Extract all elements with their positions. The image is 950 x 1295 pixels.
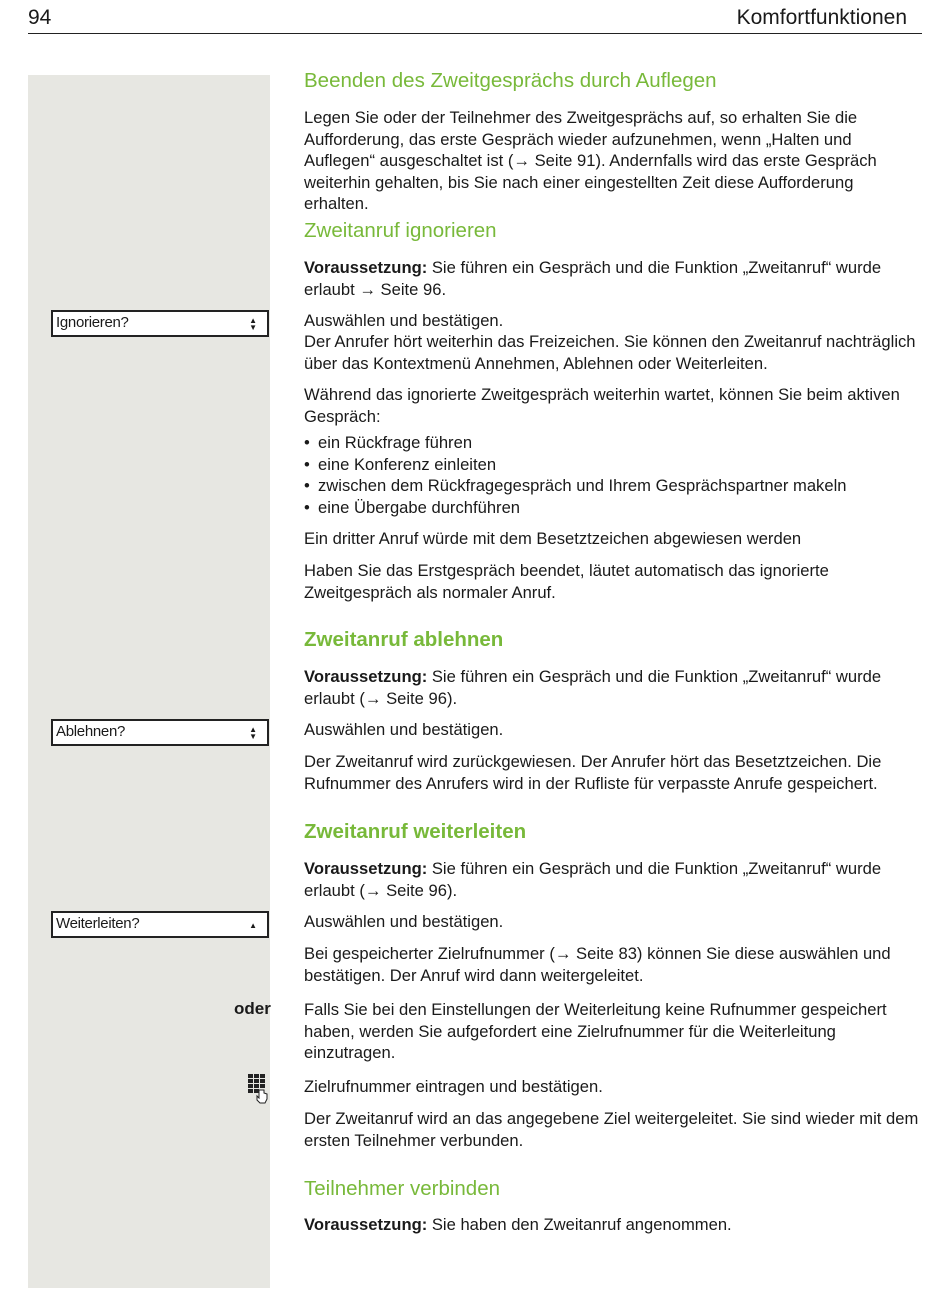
menu-item-weiterleiten[interactable] xyxy=(51,911,269,938)
requirement-weiterleiten xyxy=(304,858,920,901)
enter-number-text: Zielrufnummer eintragen und bestätigen. xyxy=(304,1077,603,1096)
list-item: • zwischen dem Rückfragegespräch und Ihrem Gesprächspartner makeln xyxy=(304,475,920,497)
running-title: Komfortfunktionen xyxy=(736,6,907,29)
requirement-ignorieren xyxy=(304,257,920,300)
third-call-text: Ein dritter Anruf würde mit dem Besetztzeichen abgewiesen werden xyxy=(304,529,802,548)
forwarded-text: Der Zweitanruf wird an das angegebene Ziel weitergeleitet. Sie sind wieder mit dem ersten Teilnehmer verbunden. xyxy=(304,1109,919,1150)
sidebar xyxy=(28,75,270,1288)
heading-beenden: Beenden des Zweitgesprächs durch Auflegen xyxy=(304,69,717,92)
requirement-verbinden xyxy=(304,1214,920,1236)
requirement-text: Sie haben den Zweitanruf angenommen. xyxy=(427,1215,732,1234)
heading-weiterleiten: Zweitanruf weiterleiten xyxy=(304,820,527,843)
up-down-arrows-icon: ▲ ▼ xyxy=(249,316,257,332)
oder-label: oder xyxy=(234,999,271,1018)
menu-item-label: Ablehnen? xyxy=(56,723,126,740)
heading-ablehnen: Zweitanruf ablehnen xyxy=(304,628,504,651)
select-confirm-text: Auswählen und bestätigen. xyxy=(304,912,504,931)
first-call-ended-text: Haben Sie das Erstgespräch beendet, läutet automatisch das ignorierte Zweitgespräch als normaler Anruf. xyxy=(304,561,829,602)
requirement-text: Sie führen ein Gespräch und die Funktion „Zweitanruf“ wurde erlaubt → Seite 96. xyxy=(304,258,882,299)
heading-ignorieren: Zweitanruf ignorieren xyxy=(304,219,497,242)
requirement-label: Voraussetzung: xyxy=(304,258,428,277)
page-number: 94 xyxy=(28,6,52,29)
select-confirm-text: Auswählen und bestätigen. xyxy=(304,720,504,739)
list-item: • ein Rückfrage führen xyxy=(304,432,920,454)
rejected-text: Der Zweitanruf wird zurückgewiesen. Der Anrufer hört das Besetztzeichen. Die Rufnummer des Anrufers wird in der Rufliste für verpasste Anrufe gespeichert. xyxy=(304,752,882,793)
menu-item-label: Weiterleiten? xyxy=(56,915,140,932)
up-down-arrows-icon: ▲ ▼ xyxy=(249,725,257,741)
up-arrow-icon: ▲ xyxy=(249,921,257,930)
requirement-label: Voraussetzung: xyxy=(304,1215,428,1234)
no-number-text: Falls Sie bei den Einstellungen der Weiterleitung keine Rufnummer gespeichert haben, werden Sie aufgefordert eine Zielrufnummer für die Weiterleitung einzutragen. xyxy=(304,1000,887,1062)
saved-target-text: Bei gespeicherter Zielrufnummer (→ Seite 83) können Sie diese auswählen und bestätigen. Der Anruf wird dann weitergeleitet. xyxy=(304,944,891,985)
keypad-hand-icon xyxy=(248,1074,270,1104)
requirement-ablehnen xyxy=(304,666,920,709)
list-item: • eine Konferenz einleiten xyxy=(304,454,920,476)
menu-item-ablehnen[interactable] xyxy=(51,719,269,746)
requirement-text: Sie führen ein Gespräch und die Funktion „Zweitanruf“ wurde erlaubt (→ Seite 96). xyxy=(304,859,882,900)
heading-verbinden: Teilnehmer verbinden xyxy=(304,1177,501,1200)
requirement-label: Voraussetzung: xyxy=(304,859,428,878)
while-waiting-text: Während das ignorierte Zweitgespräch weiterhin wartet, können Sie beim aktiven Gespräch: xyxy=(304,385,900,426)
caller-hears-text: Der Anrufer hört weiterhin das Freizeichen. Sie können den Zweitanruf nachträglich über das Kontextmenü Annehmen, Ablehnen oder Weiterleiten. xyxy=(304,332,916,373)
options-list xyxy=(304,432,920,518)
requirement-text: Sie führen ein Gespräch und die Funktion „Zweitanruf“ wurde erlaubt (→ Seite 96). xyxy=(304,667,882,708)
menu-item-ignorieren[interactable] xyxy=(51,310,269,337)
list-item: • eine Übergabe durchführen xyxy=(304,497,920,519)
header-rule xyxy=(28,33,922,34)
select-confirm-text: Auswählen und bestätigen. xyxy=(304,311,504,330)
paragraph-beenden: Legen Sie oder der Teilnehmer des Zweitgesprächs auf, so erhalten Sie die Aufforderung, das erste Gespräch wieder aufzunehmen, wenn „Halten und Auflegen“ ausgeschaltet ist (→ Seite 91). Andernfalls wird das erste Gespräch weiterhin gehalten, bis Sie nach einer eingestellten Zeit diese Aufforderung erhalten. xyxy=(304,108,877,213)
requirement-label: Voraussetzung: xyxy=(304,667,428,686)
menu-item-label: Ignorieren? xyxy=(56,314,129,331)
